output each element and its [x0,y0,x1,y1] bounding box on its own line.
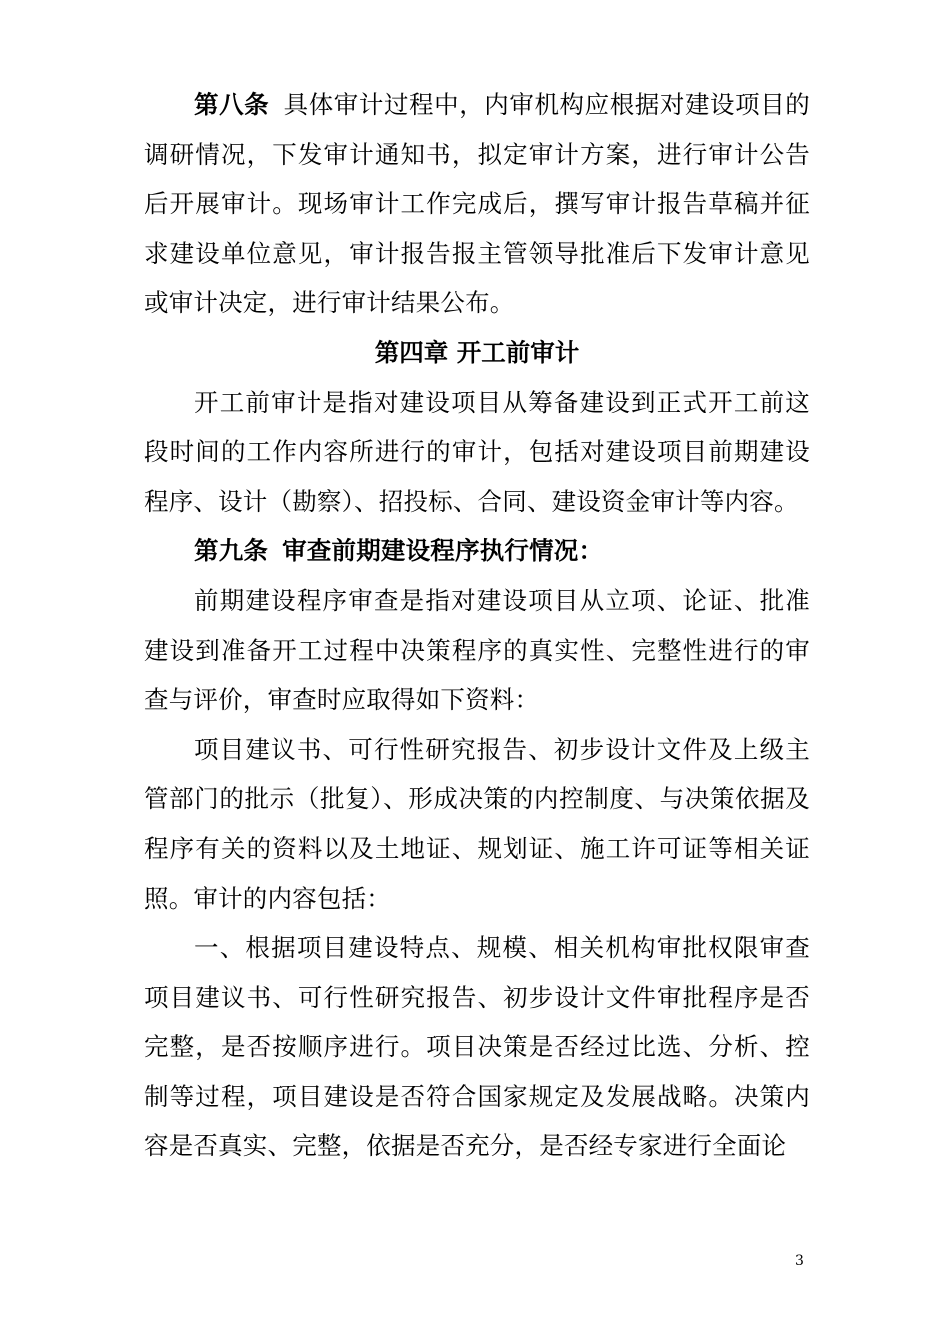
article-9-heading-paragraph [144,526,810,576]
body-paragraph-2: 项目建议书、可行性研究报告、初步设计文件及上级主管部门的批示（批复）、形成决策的内控制度、与决策依据及程序有关的资料以及土地证、规划证、施工许可证等相关证照。审计的内容包括： [144,734,810,913]
body-paragraph-3: 一、根据项目建设特点、规模、相关机构审批权限审查项目建议书、可行性研究报告、初步设计文件审批程序是否完整，是否按顺序进行。项目决策是否经过比选、分析、控制等过程，项目建设是否符合国家规定及发展战略。决策内容是否真实、完整，依据是否充分，是否经专家进行全面论 [144,933,810,1161]
page-number: 3 [795,1253,804,1269]
chapter-4-title: 第四章 开工前审计 [374,337,580,367]
article-9-heading: 审查前期建设程序执行情况： [282,536,604,566]
article-8-text: 具体审计过程中，内审机构应根据对建设项目的调研情况，下发审计通知书，拟定审计方案，进行审计公告后开展审计。现场审计工作完成后，撰写审计报告草稿并征求建设单位意见，审计报告报主管领导批准后下发审计意见或审计决定，进行审计结果公布。 [144,90,810,318]
document-page [144,80,810,1171]
article-8-paragraph [144,80,810,328]
chapter-4-intro: 开工前审计是指对建设项目从筹备建设到正式开工前这段时间的工作内容所进行的审计，包括对建设项目前期建设程序、设计（勘察）、招投标、合同、建设资金审计等内容。 [144,387,810,516]
article-8-label: 第八条 [194,90,270,119]
article-9-label: 第九条 [194,536,269,566]
body-paragraph-1: 前期建设程序审查是指对建设项目从立项、论证、批准建设到准备开工过程中决策程序的真实性、完整性进行的审查与评价，审查时应取得如下资料： [144,585,810,715]
